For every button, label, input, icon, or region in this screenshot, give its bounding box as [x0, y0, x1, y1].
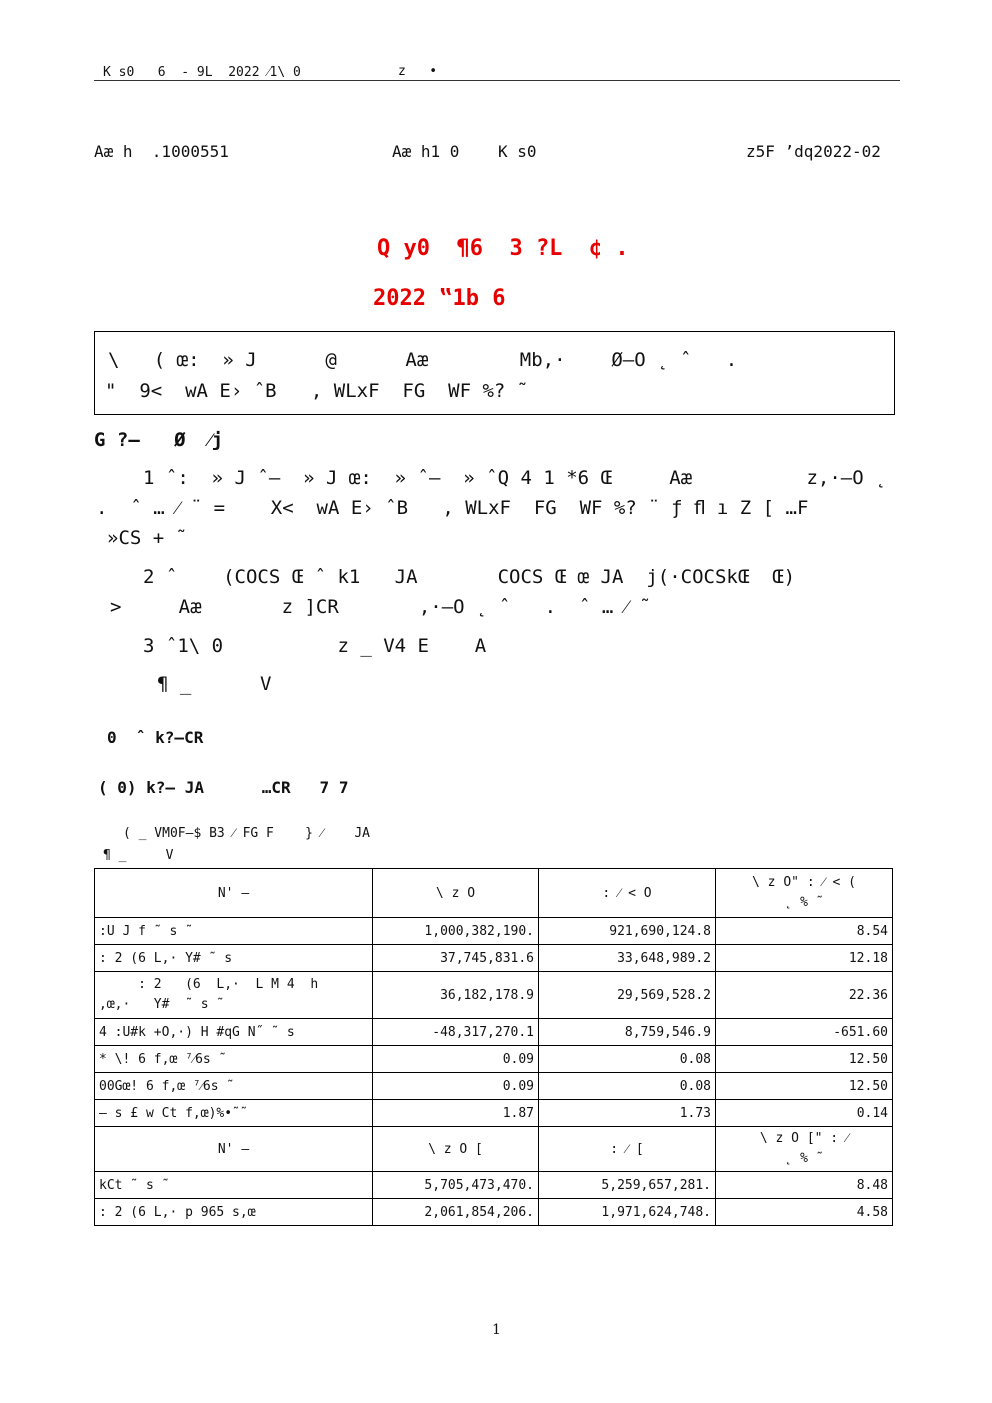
- row-label: 00Gœ! 6 f,œ ⁷⁄6s ˜: [95, 1073, 373, 1100]
- row-change: 8.48: [716, 1172, 893, 1199]
- row-current: 37,745,831.6: [373, 945, 539, 972]
- header2-change-line-1: \ z O [" : ⁄: [759, 1131, 849, 1146]
- section-1-heading: G ?– Ø ⁄j: [94, 429, 224, 451]
- row-change: 12.50: [716, 1073, 893, 1100]
- stock-code: Aæ h .1000551: [94, 142, 229, 161]
- header2-current: \ z O [: [373, 1127, 539, 1172]
- row-previous: 1.73: [539, 1100, 716, 1127]
- row-change: 4.58: [716, 1199, 893, 1226]
- table-note-2: ¶ _ V: [103, 848, 174, 863]
- row-previous: 29,569,528.2: [539, 972, 716, 1019]
- row-current: 0.09: [373, 1073, 539, 1100]
- row-current: 1.87: [373, 1100, 539, 1127]
- row-change: 12.50: [716, 1046, 893, 1073]
- item-2-line-1: 2 ˆ (COCS Œ ˆ k1 JA COCS Œ œ JA j(·COCSkŒ Œ): [143, 566, 796, 588]
- table-note-1: ( _ VM0F–$ B3 ⁄ FG F } ⁄ JA: [123, 826, 370, 841]
- header-right: z •: [398, 64, 438, 79]
- announcement-number: z5F ’dq2022-02: [746, 142, 881, 161]
- row-current: 0.09: [373, 1046, 539, 1073]
- row-label: : 2 (6 L,· Y# ˜ s: [95, 945, 373, 972]
- row-label: kCt ˜ s ˜: [95, 1172, 373, 1199]
- section-2-subheading: ( 0) k?– JA …CR 7 7: [98, 778, 349, 797]
- notice-line-2: " 9< wA E› ˆB , WLxF FG WF %? ˜: [105, 380, 529, 402]
- item-1-line-2: . ˆ … ⁄ ¨ = X< wA E› ˆB , WLxF FG WF %? ¨ ƒ ﬂ ı Z [ …F: [96, 497, 809, 519]
- item-1-line-3: »CS + ˜: [107, 527, 188, 549]
- table-row: [95, 1073, 893, 1100]
- header2-previous: : ⁄ [: [539, 1127, 716, 1172]
- row-current: 1,000,382,190.: [373, 918, 539, 945]
- header2-item: N' –: [95, 1127, 373, 1172]
- row-current: 2,061,854,206.: [373, 1199, 539, 1226]
- table-row: [95, 918, 893, 945]
- row-current: -48,317,270.1: [373, 1019, 539, 1046]
- item-4: ¶ _ V: [157, 673, 272, 695]
- row-label: [95, 972, 373, 1019]
- stock-name: Aæ h1 0 K s0: [392, 142, 537, 161]
- row-previous: 0.08: [539, 1073, 716, 1100]
- row-current: 36,182,178.9: [373, 972, 539, 1019]
- header-change-line-1: \ z O" : ⁄ < (: [752, 875, 856, 890]
- table-row: [95, 1199, 893, 1226]
- header-change: [716, 869, 893, 918]
- row-previous: 8,759,546.9: [539, 1019, 716, 1046]
- section-2-heading: 0 ˆ k?–CR: [107, 728, 204, 747]
- table-header-row: [95, 869, 893, 918]
- header-previous: : ⁄ < O: [539, 869, 716, 918]
- row-label-line-1: : 2 (6 L,· L M 4 h: [99, 977, 319, 992]
- row-previous: 5,259,657,281.: [539, 1172, 716, 1199]
- row-label-line-2: ,œ,· Y# ˜ s ˜: [99, 997, 225, 1012]
- header2-change: [716, 1127, 893, 1172]
- table-header-row-2: [95, 1127, 893, 1172]
- row-change: 8.54: [716, 918, 893, 945]
- item-1-line-1: 1 ˆ: » J ˆ– » J œ: » ˆ– » ˆQ 4 1 *6 Œ Aæ z,·–O ˛: [143, 467, 887, 489]
- row-change: 0.14: [716, 1100, 893, 1127]
- financial-table: [94, 868, 893, 1226]
- row-label: 4 :U#k +O,·) H #qG N˝ ˜ s: [95, 1019, 373, 1046]
- row-label: * \! 6 f,œ ⁷⁄6s ˜: [95, 1046, 373, 1073]
- title-line-2: 2022 ‟1b 6: [373, 286, 506, 311]
- header-left: K s0 6 - 9L 2022 ⁄1\ 0: [103, 65, 301, 80]
- header-divider: [94, 80, 900, 81]
- row-previous: 33,648,989.2: [539, 945, 716, 972]
- table-row: [95, 1019, 893, 1046]
- table-row: [95, 1100, 893, 1127]
- row-previous: 921,690,124.8: [539, 918, 716, 945]
- table-row: [95, 945, 893, 972]
- header2-change-line-2: ˛ % ˜: [784, 1151, 824, 1166]
- header-change-line-2: ˛ % ˜: [784, 895, 824, 910]
- title-line-1: Q y0 ¶6 3 ?L ¢ .: [377, 236, 629, 261]
- row-previous: 1,971,624,748.: [539, 1199, 716, 1226]
- item-3: 3 ˆ1\ 0 z _ V4 E A: [143, 635, 487, 657]
- table-row: [95, 1046, 893, 1073]
- notice-line-1: \ ( œ: » J @ Aæ Mb,· Ø–O ˛ ˆ .: [108, 349, 738, 371]
- page-number: 1: [492, 1322, 501, 1338]
- row-label: — s £ w Ct f,œ)%•˜˜: [95, 1100, 373, 1127]
- item-2-line-2: > Aæ z ]CR ,·–O ˛ ˆ . ˆ … ⁄ ˜: [110, 596, 651, 618]
- row-change: 12.18: [716, 945, 893, 972]
- table-row: [95, 972, 893, 1019]
- header-current: \ z O: [373, 869, 539, 918]
- row-change: -651.60: [716, 1019, 893, 1046]
- row-label: : 2 (6 L,· p 965 s,œ: [95, 1199, 373, 1226]
- row-change: 22.36: [716, 972, 893, 1019]
- notice-box: [94, 331, 895, 415]
- row-label: :U J f ˜ s ˜: [95, 918, 373, 945]
- table-row: [95, 1172, 893, 1199]
- row-current: 5,705,473,470.: [373, 1172, 539, 1199]
- header-item: N' –: [95, 869, 373, 918]
- row-previous: 0.08: [539, 1046, 716, 1073]
